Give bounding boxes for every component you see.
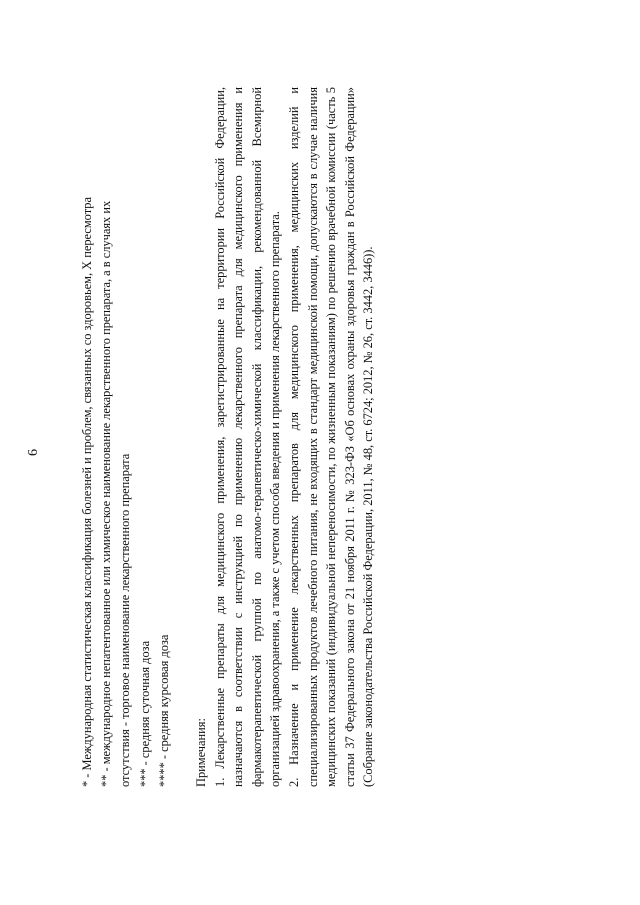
notes-title: Примечания: [194, 718, 208, 787]
footnotes-legend [78, 87, 174, 787]
footnote-icd: * - Международная статистическая классификация болезней и проблем, связанных со здоровьем, X пересмотра [80, 197, 94, 787]
footnote-drug-name: ** - международное непатентованное или химическое наименование лекарственного препарата, а в случаях их [99, 200, 114, 787]
footnote-drug-name-continued: отсутствия - торговое наименование лекарственного препарата [118, 453, 133, 787]
notes-section [192, 87, 378, 787]
note-item-1: 1. Лекарственные препараты для медицинского применения, зарегистрированные на территории Российской Федерации, назначаются в соответствии с инструкцией по применению лекарственного препарата для медицинского применения и фармакотерапевтической группой по анатомо-терапевтическо-химической классификации, рекомендованной Всемирной организацией здравоохранения, а также с учетом способа введения и применения лекарственного препарата. [212, 87, 283, 787]
footnote-daily-dose: *** - средняя суточная доза [137, 640, 152, 787]
note-item-2: 2. Назначение и применение лекарственных препаратов для медицинского применения, медицинских изделий и специализированных продуктов лечебного питания, не входящих в стандарт медицинской помощи, допускаются в случае наличия медицинских показаний (индивидуальной непереносимости, по жизненным показаниям) по решению врачебной комиссии (часть 5 статьи 37 Федерального закона от 21 ноября 2011 г. № 323-ФЗ «Об основах охраны здоровья граждан в Российской Федерации» (Собрание законодательства Российской Федерации, 2011, № 48, ст. 6724; 2012, № 26, ст. 3442, 3446)). [286, 87, 376, 787]
page-number: 6 [26, 449, 41, 456]
footnote-course-dose: **** - средняя курсовая доза [156, 634, 171, 787]
